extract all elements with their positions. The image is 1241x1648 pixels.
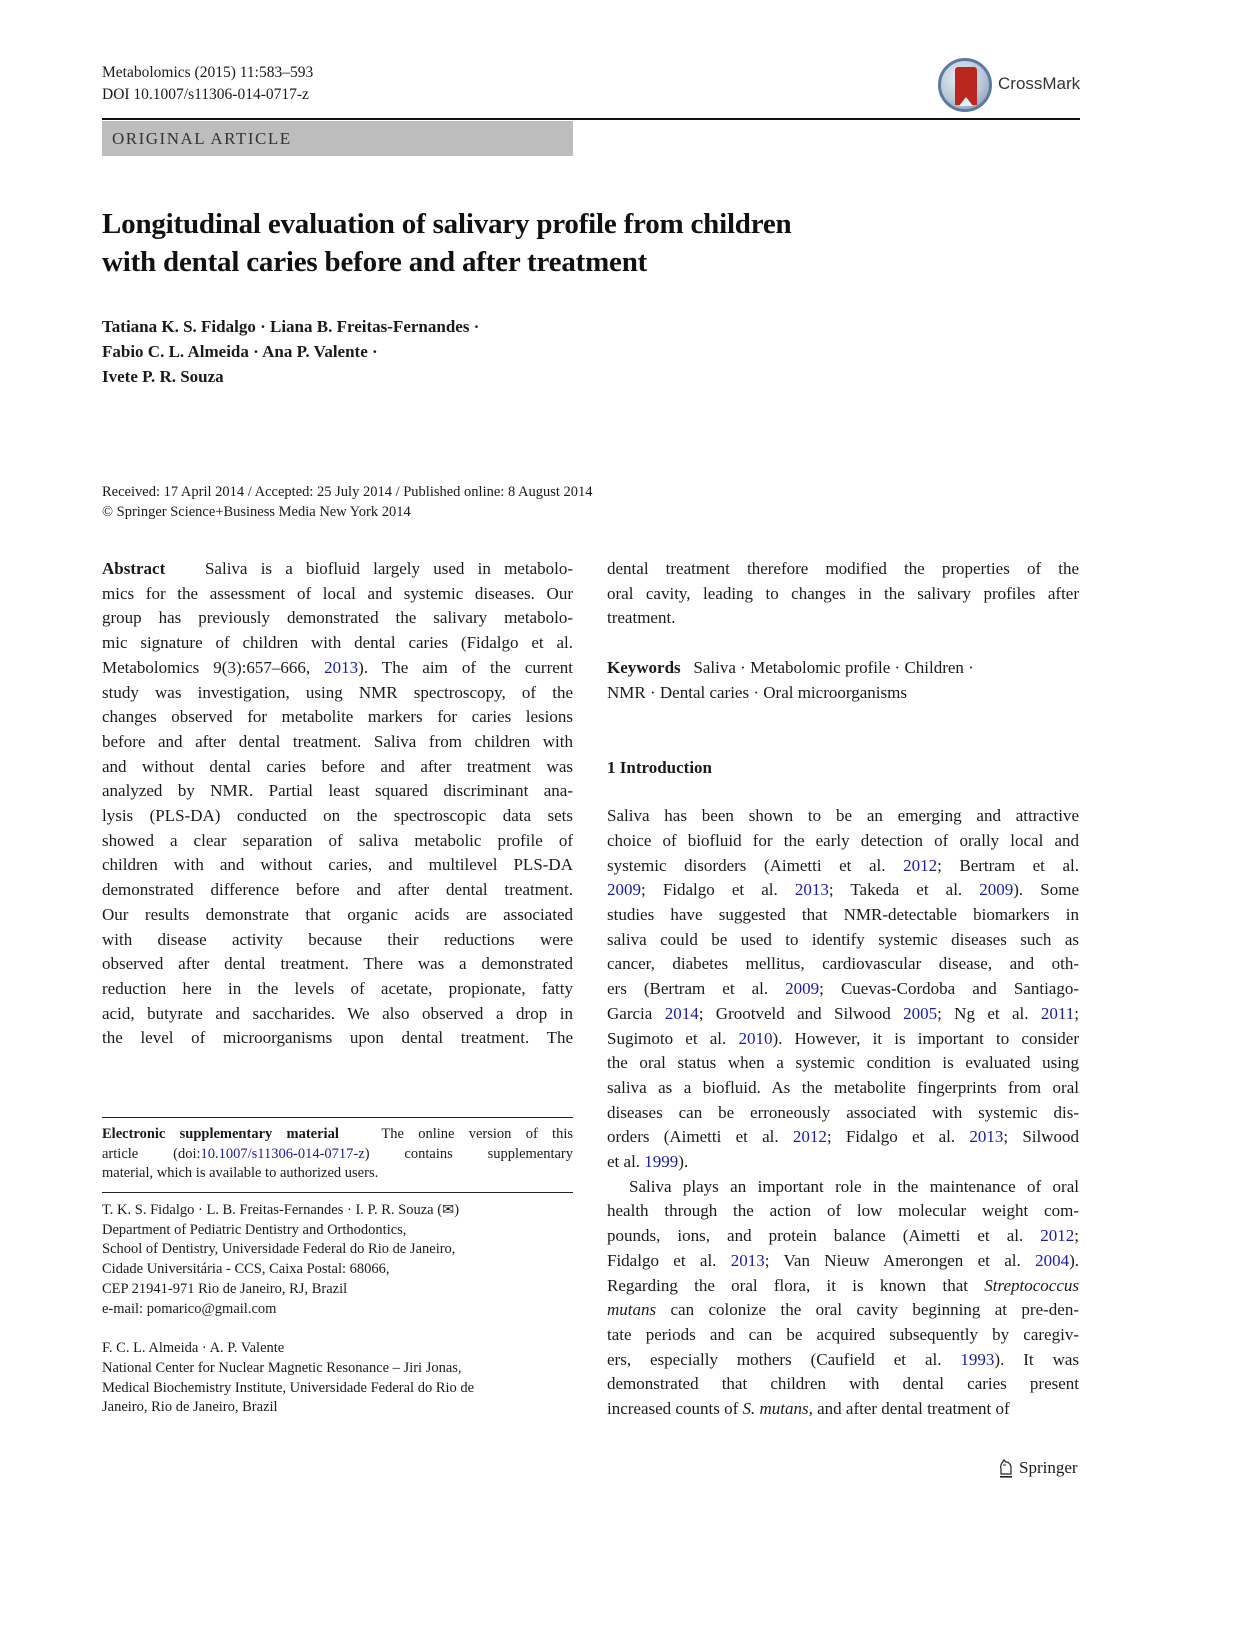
paragraph-line bbox=[607, 1298, 1079, 1323]
citation-link[interactable]: 2010 bbox=[738, 1028, 773, 1048]
citation-link[interactable]: 2013 bbox=[794, 880, 829, 900]
text-run: diseases can be erroneously associated with systemic dis- bbox=[607, 1102, 1079, 1122]
abstract-text: ). The aim of the current bbox=[358, 657, 573, 677]
title-line: with dental caries before and after treatment bbox=[102, 246, 648, 278]
text-run: pounds, ions, and protein balance (Aimetti et al. bbox=[607, 1226, 1041, 1246]
paragraph-line bbox=[607, 829, 1079, 854]
text-run: and after dental treatment of bbox=[812, 1399, 1010, 1419]
publication-dates bbox=[102, 482, 593, 522]
doi-link[interactable]: 10.1007/s11306-014-0717-z bbox=[200, 1145, 365, 1162]
text-run: systemic disorders (Aimetti et al. bbox=[607, 855, 904, 875]
title-line: Longitudinal evaluation of salivary profile from children bbox=[102, 208, 792, 240]
italic-text: mutans bbox=[607, 1300, 657, 1320]
text-run: can colonize the oral cavity beginning at pre-den- bbox=[656, 1300, 1079, 1320]
text-run: orders (Aimetti et al. bbox=[607, 1127, 793, 1147]
citation-link[interactable]: 2011 bbox=[1040, 1003, 1075, 1023]
text-run: ; Van Nieuw Amerongen et al. bbox=[764, 1250, 1036, 1270]
paragraph-line bbox=[607, 1249, 1079, 1274]
paragraph-line bbox=[607, 1175, 1079, 1200]
section-heading-introduction: 1 Introduction bbox=[607, 757, 713, 777]
abstract-line: children with and without caries, and multilevel PLS-DA bbox=[102, 855, 573, 875]
paragraph-line bbox=[607, 1397, 1079, 1422]
paragraph-line bbox=[607, 1051, 1079, 1076]
abstract-line: treatment. bbox=[607, 608, 676, 628]
authors-line: Tatiana K. S. Fidalgo · Liana B. Freitas-Fernandes · bbox=[102, 317, 480, 336]
citation-link[interactable]: 2012 bbox=[903, 855, 938, 875]
affiliation-block bbox=[102, 1201, 573, 1319]
citation-link[interactable]: 2013 bbox=[324, 657, 359, 677]
abstract-line: changes observed for metabolite markers for caries lesions bbox=[102, 707, 573, 727]
abstract-line: oral cavity, leading to changes in the salivary profiles after bbox=[607, 583, 1079, 603]
paragraph-line bbox=[607, 903, 1079, 928]
text-run: saliva could be used to identify systemic diseases such as bbox=[607, 929, 1079, 949]
keywords-label: Keywords bbox=[607, 658, 681, 678]
text-run: ). However, it is important to consider bbox=[772, 1028, 1079, 1048]
spacer bbox=[607, 706, 1079, 756]
text-run: ; Silwood bbox=[1003, 1127, 1079, 1147]
text-run: Saliva plays an important role in the maintenance of oral bbox=[629, 1176, 1079, 1196]
text-run: cancer, diabetes mellitus, cardiovascular disease, and oth- bbox=[607, 954, 1079, 974]
text-run: ers, especially mothers (Caufield et al. bbox=[607, 1349, 961, 1369]
keywords bbox=[607, 656, 1079, 705]
abstract-line: reduction here in the levels of acetate, propionate, fatty bbox=[102, 978, 573, 998]
abstract-line: the level of microorganisms upon dental treatment. The bbox=[102, 1028, 573, 1048]
paragraph-line bbox=[607, 1076, 1079, 1101]
text-run: health through the action of low molecular weight com- bbox=[607, 1201, 1079, 1221]
crossmark-notch bbox=[959, 97, 973, 106]
abstract-line: dental treatment therefore modified the properties of the bbox=[607, 559, 1079, 578]
esm-bottom-rule bbox=[102, 1192, 573, 1193]
electronic-supplementary-material bbox=[102, 1125, 573, 1184]
abstract-line: observed after dental treatment. There was a demonstrated bbox=[102, 954, 573, 974]
text-run: Regarding the oral flora, it is known that bbox=[607, 1275, 985, 1295]
text-run: Sugimoto et al. bbox=[607, 1028, 739, 1048]
spacer bbox=[607, 631, 1079, 656]
text-run: ; Bertram et al. bbox=[937, 855, 1079, 875]
citation-link[interactable]: 1993 bbox=[960, 1349, 995, 1369]
esm-text: article (doi: bbox=[102, 1145, 201, 1162]
text-run: ; Takeda et al. bbox=[828, 880, 980, 900]
text-run: et al. bbox=[607, 1152, 645, 1172]
abstract-line: group has previously demonstrated the salivary metabolo- bbox=[102, 608, 573, 628]
affiliation-line: F. C. L. Almeida · A. P. Valente bbox=[102, 1340, 285, 1357]
abstract-line: showed a clear separation of saliva metabolic profile of bbox=[102, 830, 573, 850]
article-title bbox=[102, 205, 962, 281]
abstract-line: analyzed by NMR. Partial least squared discriminant ana- bbox=[102, 781, 573, 801]
paragraph-line bbox=[607, 928, 1079, 953]
crossmark-label: CrossMark bbox=[998, 74, 1081, 93]
journal-citation bbox=[102, 62, 313, 106]
abstract-line: before and after dental treatment. Saliva from children with bbox=[102, 731, 573, 751]
affiliation-line: CEP 21941-971 Rio de Janeiro, RJ, Brazil bbox=[102, 1280, 348, 1297]
copyright-line: © Springer Science+Business Media New York 2014 bbox=[102, 504, 411, 520]
author-list bbox=[102, 314, 479, 389]
affiliation-line: Cidade Universitária - CCS, Caixa Postal: 68066, bbox=[102, 1261, 390, 1278]
text-run: ; bbox=[1074, 1003, 1079, 1023]
citation-link[interactable]: 2004 bbox=[1035, 1250, 1070, 1270]
keywords-text: Saliva · Metabolomic profile · Children · bbox=[693, 658, 974, 678]
citation-link[interactable]: 2013 bbox=[969, 1127, 1004, 1147]
abstract-text: Saliva is a biofluid largely used in metabolo- bbox=[204, 559, 574, 578]
affiliation-spacer bbox=[102, 1319, 573, 1339]
esm-top-rule bbox=[102, 1117, 573, 1118]
springer-logo bbox=[997, 1457, 1078, 1479]
abstract-line: and without dental caries before and after treatment was bbox=[102, 756, 573, 776]
text-run: ). It was bbox=[994, 1349, 1080, 1369]
journal-volume-line: Metabolomics (2015) 11:583–593 bbox=[102, 64, 314, 81]
text-run: tate periods and can be acquired subsequently by caregiv- bbox=[607, 1324, 1079, 1344]
paragraph-line bbox=[607, 977, 1079, 1002]
paragraph-line bbox=[607, 1372, 1079, 1397]
esm-line: material, which is available to authorized users. bbox=[102, 1165, 379, 1181]
text-run: the oral status when a systemic condition is evaluated using bbox=[607, 1053, 1079, 1073]
text-run: ; bbox=[1074, 1226, 1079, 1246]
paragraph-line bbox=[607, 1224, 1079, 1249]
citation-link[interactable]: 2009 bbox=[979, 880, 1014, 900]
abstract-line: Our results demonstrate that organic acids are associated bbox=[102, 904, 573, 924]
italic-text: S. mutans, bbox=[742, 1399, 813, 1419]
text-run: ). Some bbox=[1013, 880, 1079, 900]
paragraph-line bbox=[607, 854, 1079, 879]
text-run: ; Cuevas-Cordoba and Santiago- bbox=[819, 979, 1079, 999]
citation-link[interactable]: 2013 bbox=[730, 1250, 765, 1270]
text-run: Fidalgo et al. bbox=[607, 1250, 731, 1270]
springer-horse-icon bbox=[997, 1457, 1015, 1479]
paragraph-line bbox=[607, 1348, 1079, 1373]
esm-line bbox=[102, 1145, 573, 1165]
introduction-paragraph-2 bbox=[607, 1175, 1079, 1422]
text-run: studies have suggested that NMR-detectable biomarkers in bbox=[607, 905, 1079, 925]
text-run: demonstrated that children with dental caries present bbox=[607, 1374, 1079, 1394]
citation-link[interactable]: 2012 bbox=[792, 1127, 827, 1147]
paragraph-line bbox=[607, 878, 1079, 903]
text-run: Garcia bbox=[607, 1003, 665, 1023]
keywords-line bbox=[607, 656, 1079, 681]
abstract-line: acid, butyrate and saccharides. We also observed a drop in bbox=[102, 1003, 573, 1023]
abstract-label: Abstract bbox=[102, 559, 166, 578]
paragraph-line bbox=[607, 1002, 1079, 1027]
authors-line: Fabio C. L. Almeida · Ana P. Valente · bbox=[102, 342, 378, 361]
esm-line bbox=[102, 1125, 573, 1145]
abstract-text: Metabolomics 9(3):657–666, bbox=[102, 657, 325, 677]
text-run: saliva as a biofluid. As the metabolite fingerprints from oral bbox=[607, 1077, 1079, 1097]
citation-link[interactable]: 2012 bbox=[1040, 1226, 1075, 1246]
affiliation-line: National Center for Nuclear Magnetic Resonance – Jiri Jonas, bbox=[102, 1359, 462, 1376]
authors-line: Ivete P. R. Souza bbox=[102, 367, 224, 386]
text-run: ; Fidalgo et al. bbox=[641, 880, 795, 900]
paragraph-line bbox=[607, 1199, 1079, 1224]
citation-link[interactable]: 1999 bbox=[644, 1152, 679, 1172]
affiliations bbox=[102, 1201, 573, 1418]
text-run: Saliva has been shown to be an emerging and attractive bbox=[607, 806, 1079, 826]
abstract-line: mic signature of children with dental caries (Fidalgo et al. bbox=[102, 633, 573, 653]
text-run: ). bbox=[1069, 1250, 1080, 1270]
affiliation-block bbox=[102, 1339, 573, 1418]
affiliation-line: T. K. S. Fidalgo · L. B. Freitas-Fernandes · I. P. R. Souza (✉) bbox=[102, 1202, 460, 1218]
abstract-line: with disease activity because their reductions were bbox=[102, 929, 573, 949]
citation-link[interactable]: 2009 bbox=[607, 880, 641, 900]
citation-link[interactable]: 2009 bbox=[785, 979, 820, 999]
spacer bbox=[607, 780, 1079, 804]
keywords-line: NMR · Dental caries · Oral microorganisms bbox=[607, 682, 907, 702]
text-run: ; Fidalgo et al. bbox=[826, 1127, 970, 1147]
affiliation-line: School of Dentistry, Universidade Federal do Rio de Janeiro, bbox=[102, 1241, 456, 1258]
paragraph-line bbox=[607, 804, 1079, 829]
affiliation-line: Department of Pediatric Dentistry and Orthodontics, bbox=[102, 1221, 407, 1238]
dates-line: Received: 17 April 2014 / Accepted: 25 July 2014 / Published online: 8 August 2014 bbox=[102, 484, 593, 500]
affiliation-line: Medical Biochemistry Institute, Universidade Federal do Rio de bbox=[102, 1379, 475, 1396]
esm-label: Electronic supplementary material bbox=[102, 1126, 339, 1142]
header-rule bbox=[102, 118, 1080, 120]
abstract-line: study was investigation, using NMR spectroscopy, of the bbox=[102, 682, 573, 702]
right-column bbox=[607, 557, 1079, 1422]
paragraph-line bbox=[607, 1027, 1079, 1052]
crossmark-badge[interactable] bbox=[938, 58, 1083, 114]
citation-link[interactable]: 2014 bbox=[664, 1003, 699, 1023]
citation-link[interactable]: 2005 bbox=[903, 1003, 938, 1023]
abstract-line: lysis (PLS-DA) conducted on the spectroscopic data sets bbox=[102, 806, 573, 826]
paragraph-line bbox=[607, 1274, 1079, 1299]
abstract-line: demonstrated difference before and after dental treatment. bbox=[102, 880, 573, 900]
abstract-line bbox=[102, 656, 573, 681]
text-run: ). bbox=[678, 1152, 689, 1172]
paragraph-line bbox=[607, 1323, 1079, 1348]
paragraph-line bbox=[607, 1125, 1079, 1150]
text-run: ers (Bertram et al. bbox=[607, 979, 786, 999]
affiliation-line: Janeiro, Rio de Janeiro, Brazil bbox=[102, 1399, 278, 1416]
paragraph-line bbox=[607, 1150, 1079, 1175]
text-run: increased counts of bbox=[607, 1399, 743, 1419]
text-run: choice of biofluid for the early detection of orally local and bbox=[607, 830, 1079, 850]
doi-line[interactable]: DOI 10.1007/s11306-014-0717-z bbox=[102, 86, 309, 103]
text-run: ; Ng et al. bbox=[937, 1003, 1041, 1023]
abstract bbox=[102, 557, 573, 1051]
paragraph-line bbox=[607, 952, 1079, 977]
email-line[interactable]: e-mail: pomarico@gmail.com bbox=[102, 1300, 277, 1317]
italic-text: Streptococcus bbox=[984, 1275, 1079, 1295]
paragraph-line bbox=[607, 1101, 1079, 1126]
abstract-line: mics for the assessment of local and systemic diseases. Our bbox=[102, 583, 573, 603]
esm-text: ) contains supplementary bbox=[364, 1145, 574, 1162]
text-run: ; Grootveld and Silwood bbox=[698, 1003, 904, 1023]
introduction-paragraph-1 bbox=[607, 804, 1079, 1175]
esm-text: The online version of this bbox=[381, 1126, 573, 1142]
abstract-line bbox=[102, 557, 573, 582]
publisher-name: Springer bbox=[1019, 1458, 1078, 1477]
article-type-banner: ORIGINAL ARTICLE bbox=[102, 121, 573, 156]
crossmark-icon bbox=[938, 58, 992, 112]
